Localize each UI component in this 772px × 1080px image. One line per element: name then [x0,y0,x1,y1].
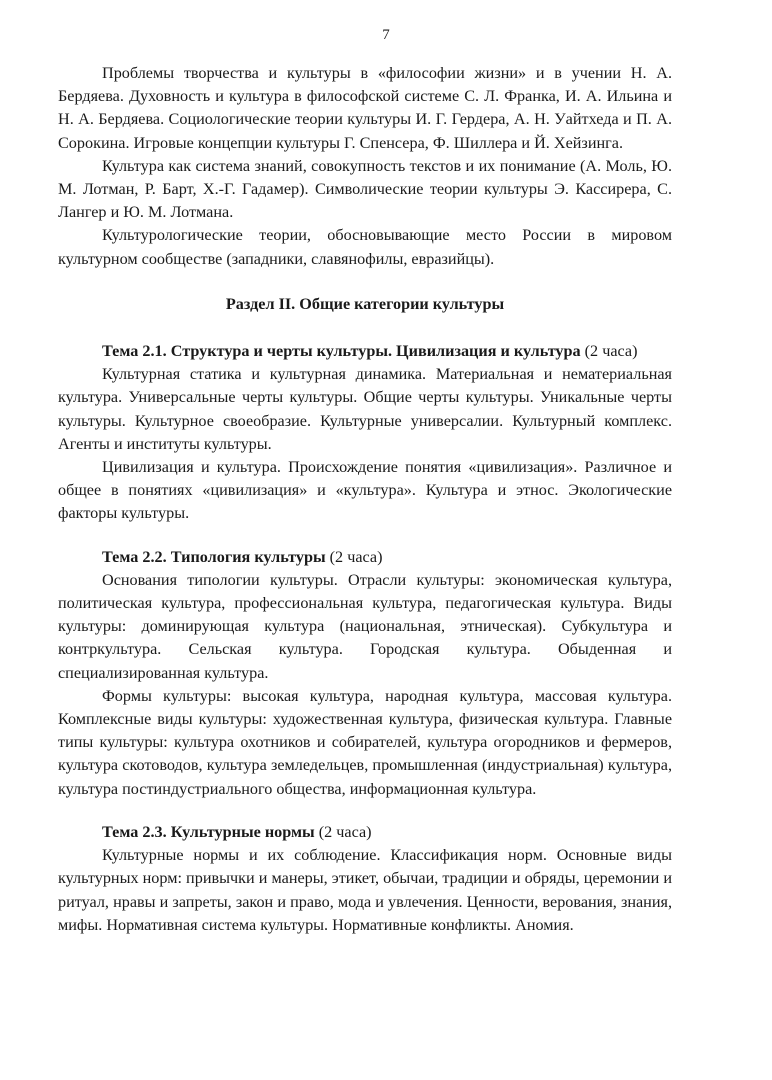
spacer [58,526,672,546]
topic-2-2-heading [58,546,672,569]
topic-2-1-hours: (2 часа) [584,342,638,361]
topic-2-1-paragraph-1: Культурная статика и культурная динамика. Материальная и нематериальная культура. Универсальные черты культуры. Общие черты культуры. Уникальные черты культуры. Культурное своеобразие. Культурные универсалии. Культурный комплекс. Агенты и институты культуры. [58,365,672,453]
topic-2-3-paragraph-1: Культурные нормы и их соблюдение. Классификация норм. Основные виды культурных норм: привычки и манеры, этикет, обычаи, традиции и обряды, церемонии и ритуал, нравы и запреты, закон и право, мода и увлечения. Ценности, верования, знания, мифы. Нормативная система культуры. Нормативные конфликты. Аномия. [58,846,672,934]
topic-2-3-title: Тема 2.3. Культурные нормы [102,822,315,841]
topic-2-3-hours: (2 часа) [318,822,372,841]
topic-2-2-hours: (2 часа) [329,547,383,566]
intro-paragraph-2: Культура как система знаний, совокупность текстов и их понимание (А. Моль, Ю. М. Лотман, Р. Барт, Х.-Г. Гадамер). Символические теории культуры Э. Кассирера, С. Лангер и Ю. М. Лотмана. [58,156,672,222]
topic-2-2-paragraph-2: Формы культуры: высокая культура, народная культура, массовая культура. Комплексные виды культуры: художественная культура, физическая культура. Главные типы культуры: культура охотников и собирателей, культура огородников и фермеров, культура скотоводов, культура земледельцев, промышленная (индустриальная) культура, культура постиндустриального общества, информационная культура. [58,686,672,798]
spacer [58,801,672,821]
topic-2-1-paragraph-2: Цивилизация и культура. Происхождение понятия «цивилизация». Различное и общее в понятиях «цивилизация» и «культура». Культура и этнос. Экологические факторы культуры. [58,458,672,523]
intro-paragraph-1: Проблемы творчества и культуры в «философии жизни» и в учении Н. А. Бердяева. Духовность и культура в философской системе С. Л. Франка, И. А. Ильина и Н. А. Бердяева. Социологические теории культуры И. Г. Гердера, А. Н. Уайтхеда и П. А. Сорокина. Игровые концепции культуры Г. Спенсера, Ф. Шиллера и Й. Хейзинга. [58,64,672,152]
intro-paragraph-3: Культурологические теории, обосновывающие место России в мировом культурном сообществе (западники, славянофилы, евразийцы). [58,226,672,268]
section-title: Раздел II. Общие категории культуры [225,294,505,313]
page-number: 7 [382,27,390,43]
topic-2-2-title: Тема 2.2. Типология культуры [102,547,326,566]
topic-2-1-title: Тема 2.1. Структура и черты культуры. Цивилизация и культура [102,342,581,361]
topic-2-1-heading [58,340,672,363]
topic-2-2-paragraph-1: Основания типологии культуры. Отрасли культуры: экономическая культура, политическая культура, профессиональная культура, педагогическая культура. Виды культуры: доминирующая культура (национальная, этническая). Субкультура и контркультура. Сельская культура. Городская культура. Обыденная и специализированная культура. [58,570,672,682]
topic-2-3-heading [58,821,672,844]
page-body [58,62,672,937]
